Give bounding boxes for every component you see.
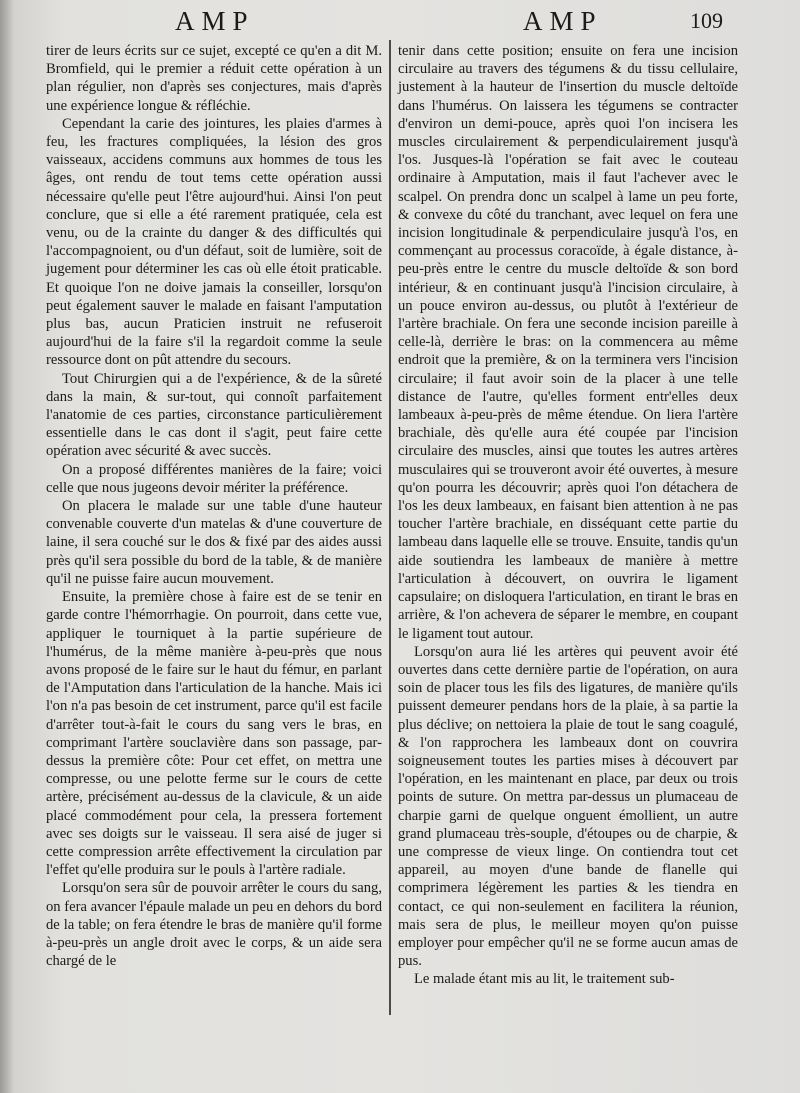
paragraph: Le malade étant mis au lit, le traitement sub- xyxy=(414,971,675,988)
paragraph: tirer de leurs écrits sur ce sujet, excepté ce qu'en a dit M. Bromfield, qui le premier a réduit cette opération à un plan régulier, non d'après ses conjectures, mais d'après une expérience longue & réfléchie. xyxy=(46,43,382,114)
running-title-left: AMP xyxy=(175,6,255,36)
right-column xyxy=(398,42,738,989)
left-column xyxy=(46,42,382,970)
running-title-right: AMP xyxy=(523,6,603,36)
paragraph: Lorsqu'on aura lié les artères qui peuvent avoir été ouvertes dans cette dernière partie de l'opération, on aura soin de placer tous les fils des ligatures, de manière qu'ils puissent demeurer pendans hors de la plaie, à sa partie la plus déclive; on nettoiera la plaie de tout le sang coagulé, & l'on rapprochera les lambeaux dont on couvrira soigneusement toutes les parties mises à découvert par l'opération, en les maintenant en place, par deux ou trois points de suture. On mettra par-dessus un plumaceau de charpie garni de quelque onguent émollient, un autre grand plumaceau très-souple, d'étoupes ou de charpie, & une compresse de vieux linge. On contiendra tout cet appareil, au moyen d'une bande de flanelle qui comprimera légèrement les parties & les tiendra en contact, ce qui non-seulement en facilitera la réunion, mais sera de plus, le meilleur moyen qu'on puisse employer pour empêcher qu'il ne se forme aucun amas de pus. xyxy=(398,643,738,970)
paragraph: On placera le malade sur une table d'une hauteur convenable couverte d'un matelas & d'une couverture de laine, il sera couché sur le dos & fixé par des aides aussi près qu'il sera possible du bord de la table, & de manière qu'il ne puisse faire aucun mouvement. xyxy=(46,498,382,587)
column-divider xyxy=(389,40,391,1015)
paragraph: Cependant la carie des jointures, les plaies d'armes à feu, les fractures compliquées, la lésion des gros vaisseaux, accidens communs aux hommes de tous les âges, ont rendu de tout tems cette opération aussi nécessaire qu'elle peut l'être aujourd'hui. Ainsi l'on peut conclure, que si elle a été rarement pratiquée, cela est venu, ou de la crainte du danger & des difficultés qui l'accompagnoient, ou d'un défaut, soit de lumière, soit de jugement pour déterminer les cas où elle étoit praticable. Et quoique l'on ne doive jamais la conseiller, lorsqu'on peut également sauver le malade en faisant l'amputation plus bas, aucun Praticien instruit ne refuseroit aujourd'hui de la faire s'il la regardoit comme la seule ressource dont on pût attendre du secours. xyxy=(46,115,382,369)
running-head xyxy=(0,6,800,40)
paragraph: On a proposé différentes manières de la faire; voici celle que nous jugeons devoir mériter la préférence. xyxy=(46,461,382,496)
page-number: 109 xyxy=(690,8,723,33)
paragraph: Tout Chirurgien qui a de l'expérience, & de la sûreté dans la main, & sur-tout, qui connoît parfaitement l'anatomie de ces parties, circonstance particulièrement essentielle dans le cas dont il s'agit, peut faire cette opération avec sécurité & avec succès. xyxy=(46,370,382,460)
paragraph: Ensuite, la première chose à faire est de se tenir en garde contre l'hémorrhagie. On pourroit, dans cette vue, appliquer le tourniquet à la partie supérieure de l'humérus, de la même manière à-peu-près que nous avons proposé de le faire sur le haut du fémur, en parlant de l'Amputation dans l'articulation de la hanche. Mais ici l'on n'a pas besoin de cet instrument, parce qu'il est facile d'arrêter tout-à-fait le cours du sang vers le bras, en comprimant l'artère souclavière dans son passage, par-dessus la première côte: Pour cet effet, on mettra une compresse, ou une pelotte ferme sur le cours de cette artère, précisément au-dessus de la clavicule, & un aide placé commodément pour cela, la pressera fortement avec ses doigts sur le vaisseau. Il sera aisé de juger si cette compression arrête effectivement la circulation par l'effet qu'elle produira sur le pouls à l'artère radiale. xyxy=(46,589,382,879)
gutter-shadow xyxy=(0,0,14,1093)
paragraph: Lorsqu'on sera sûr de pouvoir arrêter le cours du sang, on fera avancer l'épaule malade un peu en dehors du bord de la table; on fera étendre le bras de manière qu'il forme à-peu-près un angle droit avec le corps, & un aide sera chargé de le xyxy=(46,880,382,970)
paragraph: tenir dans cette position; ensuite on fera une incision circulaire au travers des tégumens & du tissu cellulaire, justement à la hauteur de l'insertion du muscle deltoïde dans l'humérus. On laissera les tégumens se contracter d'environ un demi-pouce, après quoi l'on incisera les muscles circulairement & perpendiculairement jusqu'à l'os. Jusques-là l'opération se fait avec le couteau ordinaire à Amputation, mais il faut l'achever avec le scalpel. On prendra donc un scalpel à lame un peu forte, & convexe du côté du tranchant, avec lequel on fera une incision longitudinale & perpendiculaire jusqu'à l'os, en commençant au processus coracoïde, à égale distance, à-peu-près entre le centre du muscle deltoïde & son bord intérieur, & en continuant jusqu'à l'incision circulaire, à un pouce environ au-dessus, ou plutôt à l'extérieur de l'artère brachiale. On fera une seconde incision pareille à celle-là, derrière le bras: on la commencera au même endroit que la première, & on la terminera vers l'incision circulaire; il faut avoir soin de la placer à une telle distance de l'autre, qu'elles forment entr'elles deux lambeaux à-peu-près de même étendue. On liera l'artère brachiale, dès qu'elle aura été coupée par l'incision circulaire des muscles, ainsi que toutes les autres artères musculaires qui se trouveront avoir été ouvertes, à mesure qu'on pourra les découvrir; après quoi l'on détachera de l'os les deux lambeaux, en faisant bien attention à ne pas toucher l'artère brachiale, en disséquant cette partie du lambeau dans laquelle elle se trouve. Ensuite, tandis qu'un aide soutiendra les lambeaux de manière à mettre l'articulation à découvert, on ouvrira le ligament capsulaire; on disloquera l'articulation, en tirant le bras en arrière, & l'on achevera de séparer le membre, en coupant le ligament tout autour. xyxy=(398,43,738,642)
